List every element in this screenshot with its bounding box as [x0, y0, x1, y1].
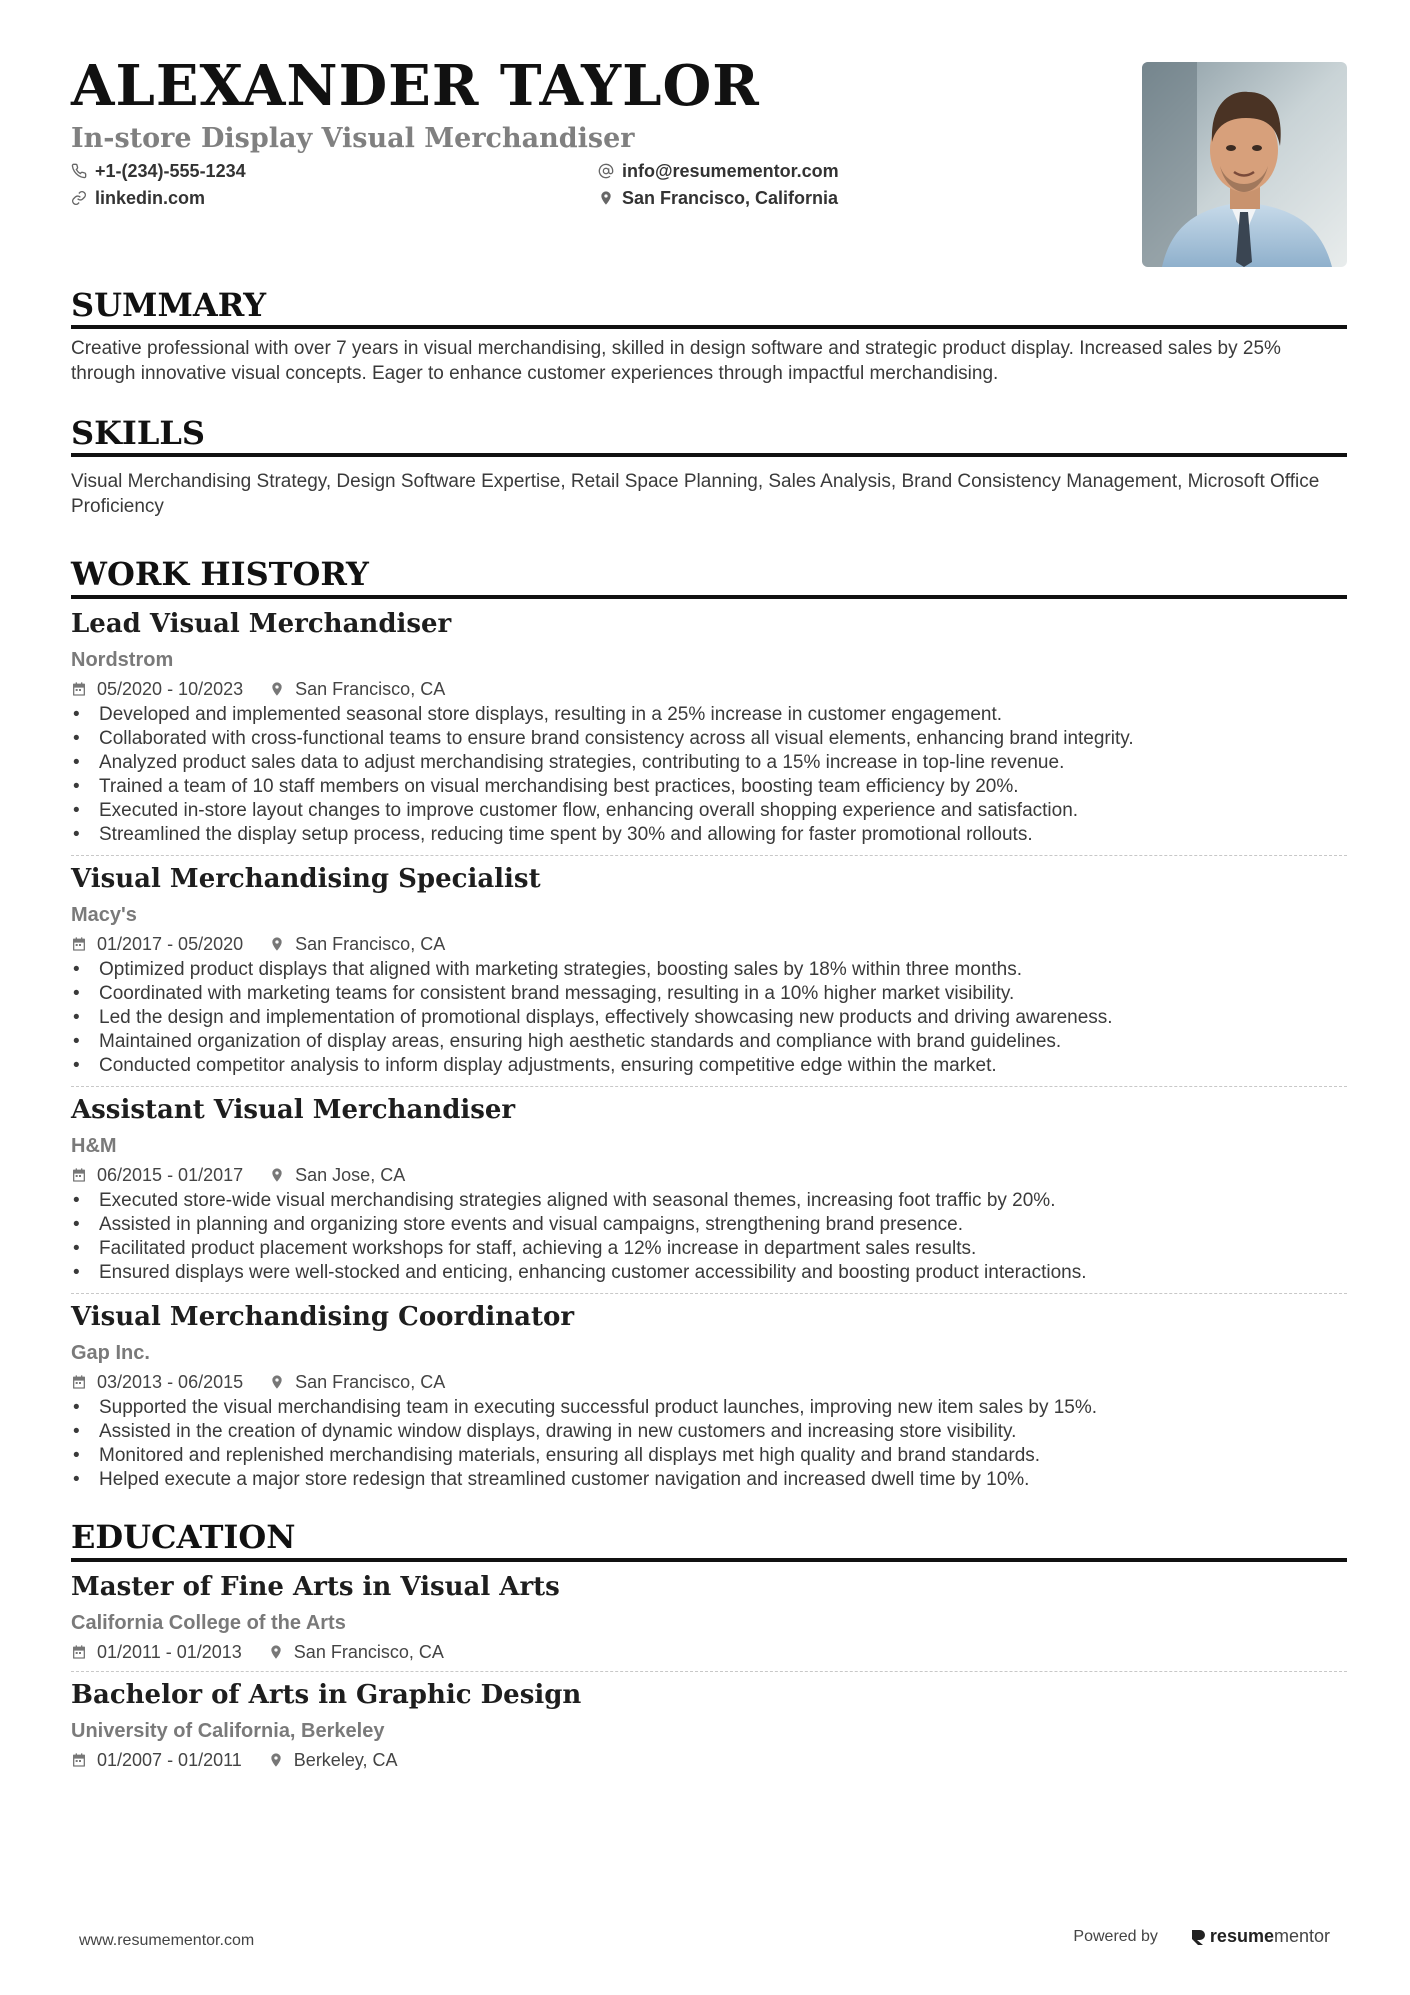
job-dates: 06/2015 - 01/2017	[97, 1165, 244, 1186]
calendar-icon	[71, 1752, 87, 1768]
map-pin-icon	[269, 1167, 285, 1183]
education-meta	[71, 1751, 1347, 1769]
bullet-item: • Executed store-wide visual merchandising strategies aligned with seasonal themes, increasing foot traffic by 20%.	[71, 1189, 1347, 1213]
bullet-item: • Conducted competitor analysis to inform display adjustments, ensuring competitive edge within the market.	[71, 1054, 1347, 1078]
contact-email[interactable]	[598, 162, 839, 180]
resume-header	[71, 0, 1347, 270]
degree-title: Master of Fine Arts in Visual Arts	[71, 1571, 560, 1602]
calendar-icon	[71, 1374, 87, 1390]
work-history-title: WORK HISTORY	[71, 557, 1347, 598]
bullet-item: • Helped execute a major store redesign that streamlined customer navigation and increased dwell time by 10%.	[71, 1468, 1347, 1492]
job-title: Visual Merchandising Specialist	[71, 863, 541, 894]
brand-logo[interactable]	[1190, 1926, 1330, 1947]
contact-phone	[71, 162, 246, 180]
calendar-icon	[71, 681, 87, 697]
job-title: Visual Merchandising Coordinator	[71, 1302, 575, 1333]
bullet-item: • Assisted in the creation of dynamic window displays, drawing in new customers and increasing store visibility.	[71, 1420, 1347, 1444]
job-dates: 05/2020 - 10/2023	[97, 678, 244, 699]
bullet-item: • Streamlined the display setup process, reducing time spent by 30% and allowing for faster promotional rollouts.	[71, 823, 1347, 847]
school-name: University of California, Berkeley	[71, 1719, 385, 1742]
bullet-item: • Developed and implemented seasonal store displays, resulting in a 25% increase in customer engagement.	[71, 703, 1347, 727]
bullet-item: • Optimized product displays that aligned with marketing strategies, boosting sales by 18% within three months.	[71, 958, 1347, 982]
job-entry	[71, 609, 1347, 856]
summary-text: Creative professional with over 7 years in visual merchandising, skilled in design software and strategic product display. Increased sales by 25% through innovative visual concepts. Eager to enhance customer experiences through impactful merchandising.	[71, 338, 1281, 385]
contact-location	[598, 189, 838, 207]
degree-title: Bachelor of Arts in Graphic Design	[71, 1679, 582, 1710]
resume-content	[71, 0, 1347, 1785]
job-meta	[71, 680, 1347, 698]
bullet-item: • Ensured displays were well-stocked and enticing, enhancing customer accessibility and boosting product interactions.	[71, 1261, 1347, 1285]
bullet-item: • Collaborated with cross-functional teams to ensure brand consistency across all visual elements, enhancing brand integrity.	[71, 727, 1347, 751]
map-pin-icon	[269, 936, 285, 952]
job-dates: 01/2017 - 05/2020	[97, 933, 244, 954]
map-pin-icon	[268, 1752, 284, 1768]
job-company: Nordstrom	[71, 648, 174, 671]
job-entry	[71, 1095, 1347, 1294]
education-meta	[71, 1643, 1347, 1661]
brand-name-bold: resume	[1209, 1926, 1274, 1946]
education-section	[71, 1520, 1347, 1777]
job-company: Macy's	[71, 903, 137, 926]
footer-brand-block	[1073, 1926, 1330, 1947]
education-location: Berkeley, CA	[293, 1749, 398, 1770]
at-icon	[598, 163, 614, 179]
job-bullets	[71, 1396, 1347, 1492]
link-icon	[71, 190, 87, 206]
skills-text: Visual Merchandising Strategy, Design Software Expertise, Retail Space Planning, Sales Analysis, Brand Consistency Management, Microsoft Office Proficiency	[71, 471, 1320, 518]
bullet-item: • Led the design and implementation of promotional displays, effectively showcasing new products and driving awareness.	[71, 1006, 1347, 1030]
job-entry	[71, 864, 1347, 1087]
profile-photo	[1142, 62, 1347, 267]
job-location: San Francisco, CA	[295, 678, 446, 699]
work-history-section	[71, 557, 1347, 1500]
candidate-role: In-store Display Visual Merchandiser	[71, 123, 635, 154]
skills-title: SKILLS	[71, 416, 1347, 457]
bullet-item: • Facilitated product placement workshops for staff, achieving a 12% increase in department sales results.	[71, 1237, 1347, 1261]
bullet-item: • Monitored and replenished merchandising materials, ensuring all displays met high quality and brand standards.	[71, 1444, 1347, 1468]
email-text[interactable]: info@resumementor.com	[622, 161, 839, 181]
job-location: San Jose, CA	[295, 1165, 406, 1186]
education-title: EDUCATION	[71, 1520, 1347, 1561]
job-company: Gap Inc.	[71, 1342, 150, 1365]
calendar-icon	[71, 1167, 87, 1183]
school-name: California College of the Arts	[71, 1611, 346, 1634]
job-location: San Francisco, CA	[295, 933, 446, 954]
job-bullets	[71, 958, 1347, 1078]
linkedin-text[interactable]: linkedin.com	[95, 188, 206, 208]
job-bullets	[71, 1189, 1347, 1285]
summary-section	[71, 288, 1347, 386]
contact-linkedin[interactable]	[71, 189, 205, 207]
summary-title: SUMMARY	[71, 288, 1347, 329]
location-text: San Francisco, California	[622, 188, 839, 208]
job-meta	[71, 1373, 1347, 1391]
map-pin-icon	[269, 681, 285, 697]
education-entry	[71, 1680, 1347, 1777]
job-dates: 03/2013 - 06/2015	[97, 1372, 244, 1393]
skills-section	[71, 416, 1347, 519]
candidate-name: ALEXANDER TAYLOR	[71, 53, 760, 119]
bullet-item: • Trained a team of 10 staff members on visual merchandising best practices, boosting team efficiency by 20%.	[71, 775, 1347, 799]
job-location: San Francisco, CA	[295, 1372, 446, 1393]
phone-text: +1-(234)-555-1234	[95, 161, 246, 181]
bullet-item: • Coordinated with marketing teams for consistent brand messaging, resulting in a 10% higher market visibility.	[71, 982, 1347, 1006]
education-entry	[71, 1572, 1347, 1672]
brand-mark-icon	[1190, 1928, 1206, 1946]
job-company: H&M	[71, 1135, 117, 1158]
bullet-item: • Maintained organization of display areas, ensuring high aesthetic standards and compliance with brand guidelines.	[71, 1030, 1347, 1054]
footer-website[interactable]: www.resumementor.com	[79, 1932, 255, 1949]
education-dates: 01/2007 - 01/2011	[97, 1749, 242, 1770]
bullet-item: • Assisted in planning and organizing store events and visual campaigns, strengthening brand presence.	[71, 1213, 1347, 1237]
job-meta	[71, 1166, 1347, 1184]
bullet-item: • Executed in-store layout changes to improve customer flow, enhancing overall shopping experience and satisfaction.	[71, 799, 1347, 823]
map-pin-icon	[598, 190, 614, 206]
profile-photo-portrait	[1142, 62, 1347, 267]
map-pin-icon	[268, 1644, 284, 1660]
job-bullets	[71, 703, 1347, 847]
job-title: Assistant Visual Merchandiser	[71, 1094, 516, 1125]
education-dates: 01/2011 - 01/2013	[97, 1641, 242, 1662]
map-pin-icon	[269, 1374, 285, 1390]
phone-icon	[71, 163, 87, 179]
education-location: San Francisco, CA	[293, 1641, 444, 1662]
bullet-item: • Supported the visual merchandising team in executing successful product launches, improving new item sales by 15%.	[71, 1396, 1347, 1420]
job-title: Lead Visual Merchandiser	[71, 608, 452, 639]
brand-name-light: mentor	[1273, 1926, 1330, 1946]
calendar-icon	[71, 1644, 87, 1660]
calendar-icon	[71, 936, 87, 952]
job-entry	[71, 1302, 1347, 1500]
powered-by-label: Powered by	[1073, 1927, 1158, 1945]
job-meta	[71, 935, 1347, 953]
bullet-item: • Analyzed product sales data to adjust merchandising strategies, contributing to a 15% increase in top-line revenue.	[71, 751, 1347, 775]
